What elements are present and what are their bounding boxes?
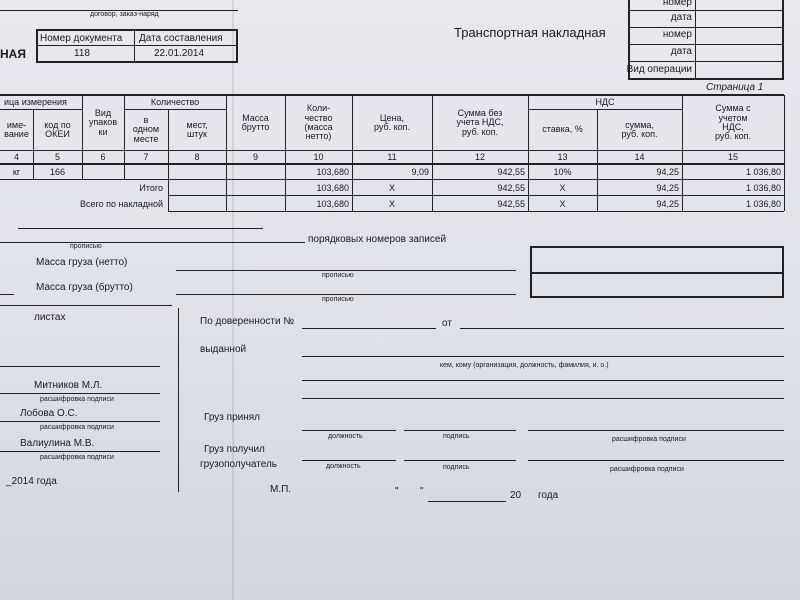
row-qty: 103,680 <box>316 167 349 177</box>
decoding-caption: расшифровка подписи <box>610 466 684 473</box>
header-vat-group: НДС <box>595 96 615 107</box>
number-label-1: номер <box>662 0 692 8</box>
header-sum-with-vat: Сумма с учетом НДС, руб. коп. <box>714 103 752 142</box>
header-sum-no-vat: Сумма без учета НДС, руб. коп. <box>456 107 504 137</box>
col-number: 6 <box>100 152 106 162</box>
header-places: мест, штук <box>186 119 208 139</box>
to-whom-caption: кем, кому (организация, должность, фамилия, и. о.) <box>440 362 609 369</box>
row-price: 9,09 <box>411 167 429 177</box>
row-okei: 166 <box>49 167 66 177</box>
position-caption: должность <box>328 433 363 440</box>
propisyu-caption: прописью <box>70 243 102 250</box>
records-label: порядковых номеров записей <box>308 234 447 245</box>
from-label: от <box>442 318 452 329</box>
doc-number: 118 <box>74 48 90 59</box>
issued-label: выданной <box>200 344 247 355</box>
divider <box>0 10 238 11</box>
sheets-label: листах <box>34 312 66 323</box>
mp-label: М.П. <box>270 484 292 495</box>
header-price: Цена, руб. коп. <box>373 112 411 132</box>
col-number: 11 <box>387 152 397 162</box>
header-unit-name: име- вание <box>4 119 29 139</box>
vsego-total: 1 036,80 <box>745 199 781 209</box>
header-unit-group: ица измерения <box>4 97 67 107</box>
itogo-total: 1 036,80 <box>745 183 781 193</box>
signer-name: Лобова О.С. <box>20 408 78 419</box>
position-caption: должность <box>326 463 361 470</box>
form-title: Транспортная накладная <box>454 25 606 40</box>
doc-date-label: Дата составления <box>139 33 223 44</box>
col-number: 14 <box>634 152 645 162</box>
cargo-accepted-label: Груз принял <box>204 412 261 423</box>
col-number: 13 <box>557 152 568 162</box>
itogo-sum: 942,55 <box>497 183 525 193</box>
doc-no-label: Номер документа <box>40 33 123 44</box>
header-vat-sum: сумма, руб. коп. <box>621 119 658 139</box>
signer-caption: расшифровка подписи <box>40 454 114 461</box>
year-label: _2014 года <box>6 476 57 487</box>
itogo-rate: X <box>559 183 566 193</box>
col-number: 8 <box>194 152 200 162</box>
signature-caption: подпись <box>443 464 470 471</box>
col-number: 9 <box>252 152 258 162</box>
col-number: 7 <box>143 152 149 162</box>
col-number: 15 <box>727 152 738 162</box>
contract-label: договор, заказ-наряд <box>90 11 159 18</box>
signature-caption: подпись <box>443 433 470 440</box>
operation-label: Вид операции <box>626 64 692 75</box>
row-rate: 10% <box>553 167 572 177</box>
itogo-vat: 94,25 <box>656 183 679 193</box>
decoding-caption: расшифровка подписи <box>612 436 686 443</box>
proxy-label: По доверенности № <box>200 316 295 327</box>
vsego-label: Всего по накладной <box>79 199 163 209</box>
page-label: Страница 1 <box>706 82 764 93</box>
vsego-vat: 94,25 <box>656 199 679 209</box>
col-number: 5 <box>54 152 60 162</box>
row-vat: 94,25 <box>656 167 679 177</box>
vsego-qty: 103,680 <box>316 199 349 209</box>
row-total: 1 036,80 <box>745 167 781 177</box>
vsego-rate: X <box>559 199 566 209</box>
gross-mass-label: Масса груза (брутто) <box>36 282 133 293</box>
row-unit: кг <box>12 167 21 177</box>
col-number: 12 <box>474 152 485 162</box>
itogo-label: Итого <box>139 183 163 193</box>
header-qty-group: Количество <box>150 96 200 107</box>
itogo-qty: 103,680 <box>316 183 349 193</box>
number-label-2: номер <box>662 29 692 40</box>
date-label-2: дата <box>670 46 692 57</box>
header-gross: Масса брутто <box>241 112 270 132</box>
col-number: 10 <box>313 152 324 162</box>
year-goda: года <box>538 490 559 501</box>
doc-date: 22.01.2014 <box>154 48 205 59</box>
header-net-qty: Коли- чество (масса нетто) <box>304 103 333 142</box>
signer-name: Митников М.Л. <box>34 380 103 391</box>
header-okei: код по ОКЕИ <box>44 119 71 139</box>
year-twenty: 20 <box>510 490 522 501</box>
vsego-sum: 942,55 <box>497 199 525 209</box>
propisyu-caption: прописью <box>322 272 354 279</box>
signer-name: Валиулина М.В. <box>20 438 95 449</box>
consignee-label: грузополучатель <box>200 459 278 470</box>
col-number: 4 <box>13 152 19 162</box>
header-in-one: в одном месте <box>132 114 160 144</box>
row-sum: 942,55 <box>497 167 525 177</box>
signer-caption: расшифровка подписи <box>40 396 114 403</box>
signer-caption: расшифровка подписи <box>40 424 114 431</box>
cargo-received-label: Груз получил <box>204 444 265 455</box>
itogo-price: X <box>388 183 395 193</box>
propisyu-caption: прописью <box>322 296 354 303</box>
header-vat-rate: ставка, % <box>542 124 583 135</box>
title-fragment: НАЯ <box>0 47 26 61</box>
quote-open: " <box>395 486 399 497</box>
paper-fold <box>232 0 234 600</box>
net-mass-label: Масса груза (нетто) <box>36 257 128 268</box>
vsego-price: X <box>388 199 395 209</box>
date-label-1: дата <box>670 12 692 23</box>
quote-close: " <box>420 486 424 497</box>
header-pack: Вид упаков ки <box>88 107 118 137</box>
